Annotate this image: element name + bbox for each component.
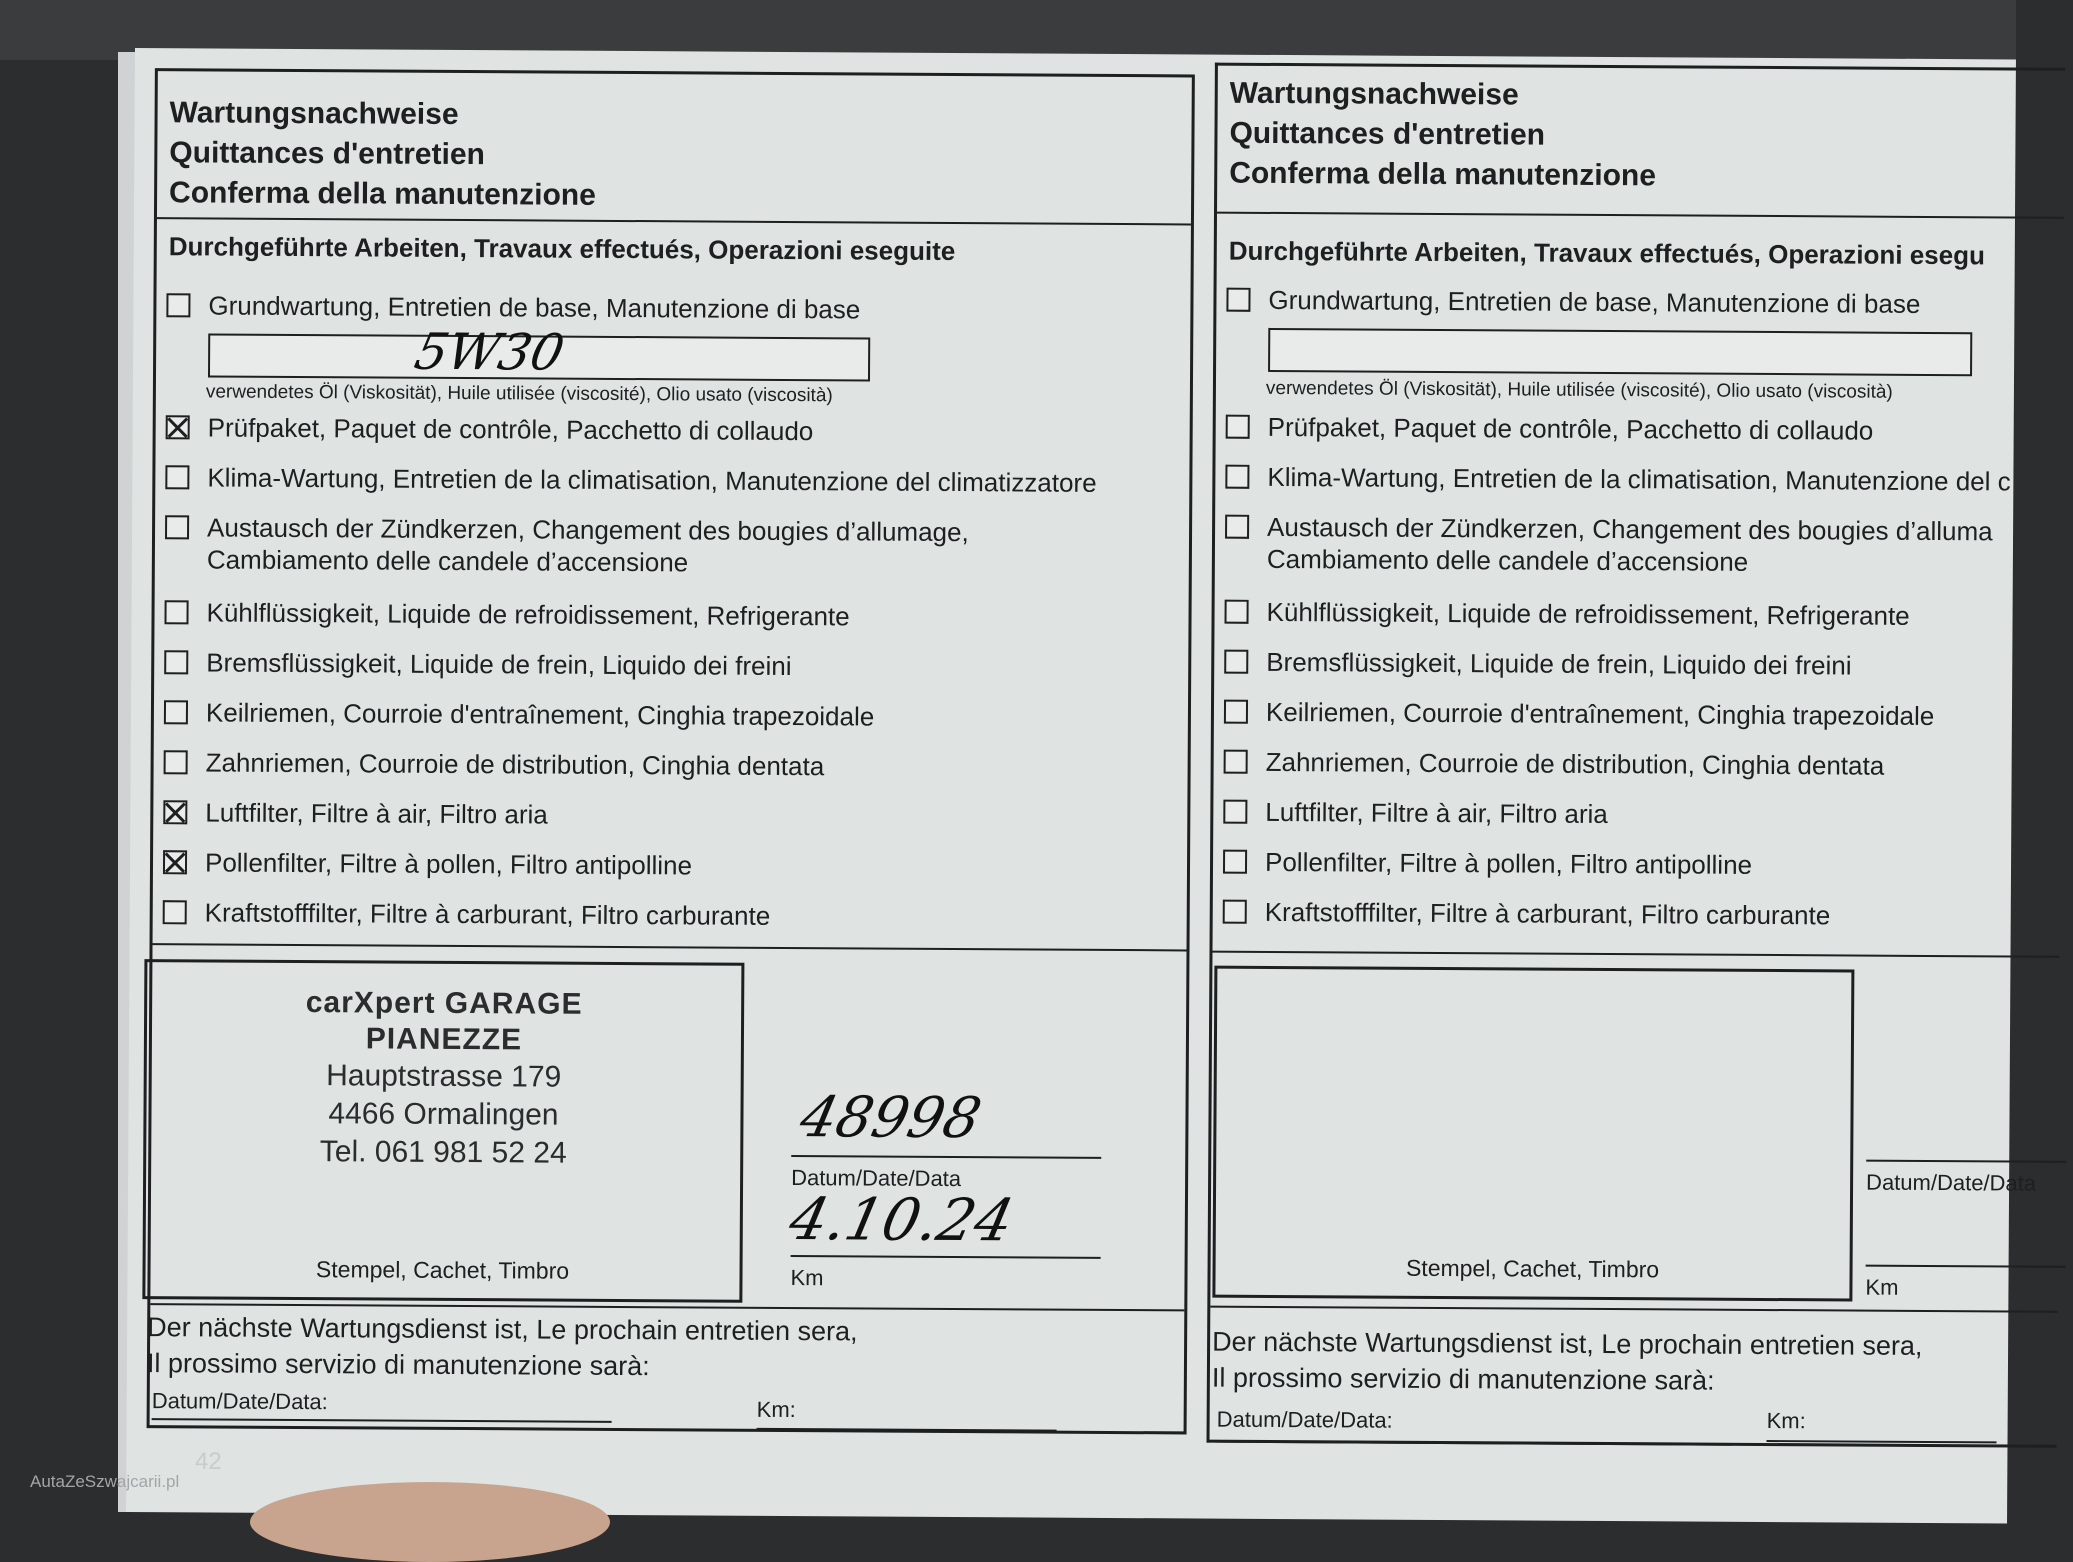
item-label xyxy=(1267,511,1993,579)
checkbox[interactable] xyxy=(1223,850,1247,874)
checklist-item-timingbelt xyxy=(1224,746,1885,782)
checklist-item-fuelfilter xyxy=(1223,896,1831,932)
item-label: Kraftstofffilter, Filtre à carburant, Filtro carburante xyxy=(204,897,771,931)
checklist-item-coolant xyxy=(164,596,849,632)
next-date-label: Datum/Date/Data: xyxy=(151,1388,328,1415)
item-label-line1: Austausch der Zündkerzen, Changement des bougies d’alluma xyxy=(1267,511,1993,547)
checklist-item-inspection xyxy=(166,411,814,447)
item-label: Pollenfilter, Filtre à pollen, Filtro antipolline xyxy=(204,847,693,881)
checkbox[interactable] xyxy=(1226,415,1250,439)
checkbox[interactable] xyxy=(163,850,187,874)
item-label: Bremsflüssigkeit, Liquide de frein, Liquido dei freini xyxy=(1266,646,1852,681)
item-label: Kühlflüssigkeit, Liquide de refroidissement, Refrigerante xyxy=(206,597,850,632)
title-de: Wartungsnachweise xyxy=(1229,76,1519,112)
checklist-item-inspection xyxy=(1226,411,1874,447)
garage-stamp xyxy=(146,984,741,1174)
item-label: Kraftstofffilter, Filtre à carburant, Filtro carburante xyxy=(1264,896,1831,931)
checklist-item-vbelt xyxy=(1224,696,1935,732)
garage-town: PIANEZZE xyxy=(365,1022,523,1057)
checkbox[interactable] xyxy=(164,700,188,724)
checklist-item-aircon xyxy=(1225,461,2010,498)
title-it: Conferma della manutenzione xyxy=(169,176,596,212)
item-label: Bremsflüssigkeit, Liquide de frein, Liquido dei freini xyxy=(206,647,792,682)
works-title: Durchgeführte Arbeiten, Travaux effectués, Operazioni esegu xyxy=(1228,235,1985,271)
checkbox[interactable] xyxy=(164,650,188,674)
checkbox[interactable] xyxy=(165,515,189,539)
checklist-item-sparkplugs xyxy=(1225,511,1993,580)
checklist-item-brakefluid xyxy=(1224,646,1852,682)
checkbox[interactable] xyxy=(163,900,187,924)
checklist-item-brakefluid xyxy=(164,646,792,682)
item-label: Luftfilter, Filtre à air, Filtro aria xyxy=(205,797,548,830)
checkbox[interactable] xyxy=(1225,515,1249,539)
item-label: Klima-Wartung, Entretien de la climatisation, Manutenzione del climatizzatore xyxy=(207,462,1097,498)
title-it: Conferma della manutenzione xyxy=(1229,156,1657,193)
garage-phone: Tel. 061 981 52 24 xyxy=(319,1135,567,1170)
next-service-line2: Il prossimo servizio di manutenzione sarà: xyxy=(1211,1362,1715,1396)
item-label: Zahnriemen, Courroie de distribution, Cinghia dentata xyxy=(205,747,825,782)
checkbox[interactable] xyxy=(1224,750,1248,774)
checklist-item-coolant xyxy=(1224,596,1909,632)
checkbox[interactable] xyxy=(165,465,189,489)
checkbox[interactable] xyxy=(164,750,188,774)
next-km-label: Km: xyxy=(756,1396,796,1423)
title-de: Wartungsnachweise xyxy=(169,96,459,131)
checkbox[interactable] xyxy=(1225,600,1249,624)
date-handwritten: 48998 xyxy=(794,1085,987,1152)
km-line[interactable] xyxy=(791,1255,1101,1259)
next-km-label: Km: xyxy=(1766,1407,1806,1434)
item-label: Kühlflüssigkeit, Liquide de refroidissement, Refrigerante xyxy=(1266,596,1910,631)
item-label: Grundwartung, Entretien de base, Manutenzione di base xyxy=(1268,284,1921,319)
item-label: Luftfilter, Filtre à air, Filtro aria xyxy=(1265,796,1608,830)
next-service-line2: Il prossimo servizio di manutenzione sarà: xyxy=(146,1348,650,1382)
section-divider xyxy=(1212,951,2059,958)
checklist-item-pollenfilter xyxy=(1223,846,1752,881)
checklist-item-timingbelt xyxy=(164,746,825,782)
km-handwritten: 4.10.24 xyxy=(783,1185,1020,1255)
stamp-caption: Stempel, Cachet, Timbro xyxy=(1405,1254,1660,1283)
checklist-item-sparkplugs xyxy=(165,511,969,580)
checkbox[interactable] xyxy=(1225,465,1249,489)
item-label: Zahnriemen, Courroie de distribution, Cinghia dentata xyxy=(1265,746,1885,781)
section-divider xyxy=(1210,1306,2057,1313)
garage-city: 4466 Ormalingen xyxy=(328,1097,559,1132)
checkbox[interactable] xyxy=(1223,800,1247,824)
oil-caption: verwendetes Öl (Viskosität), Huile utilisée (viscosité), Olio usato (viscosità) xyxy=(205,381,833,407)
maintenance-card-right xyxy=(1207,63,2065,1448)
next-date-label: Datum/Date/Data: xyxy=(1216,1406,1393,1433)
checkbox[interactable] xyxy=(1226,288,1250,312)
km-line[interactable] xyxy=(1866,1265,2066,1268)
section-divider xyxy=(153,943,1187,951)
checkbox[interactable] xyxy=(1224,700,1248,724)
card-header xyxy=(1217,66,2065,219)
checkbox[interactable] xyxy=(1224,650,1248,674)
item-label-line1: Austausch der Zündkerzen, Changement des bougies d’allumage, xyxy=(206,512,969,548)
checklist-item-fuelfilter xyxy=(163,896,771,932)
item-label xyxy=(207,511,969,580)
checkbox[interactable] xyxy=(166,415,190,439)
item-label: Klima-Wartung, Entretien de la climatisation, Manutenzione del c xyxy=(1267,461,2011,497)
title-fr: Quittances d'entretien xyxy=(1229,116,1546,152)
stamp-caption: Stempel, Cachet, Timbro xyxy=(315,1256,570,1284)
card-header xyxy=(157,71,1192,225)
checklist-item-vbelt xyxy=(164,696,875,732)
stamp-area xyxy=(1212,966,1854,1302)
oil-viscosity-field[interactable] xyxy=(1268,328,1972,376)
garage-name: carXpert GARAGE xyxy=(305,986,583,1021)
checklist-item-basic xyxy=(1226,284,1920,320)
km-label: Km xyxy=(790,1265,824,1291)
title-fr: Quittances d'entretien xyxy=(169,136,485,172)
item-label: Keilriemen, Courroie d'entraînement, Cinghia trapezoidale xyxy=(205,697,875,732)
item-label: Keilriemen, Courroie d'entraînement, Cinghia trapezoidale xyxy=(1265,696,1935,732)
date-label: Datum/Date/Data xyxy=(791,1165,962,1192)
checkbox[interactable] xyxy=(163,800,187,824)
oil-viscosity-handwritten: 5W30 xyxy=(409,322,570,382)
date-label: Datum/Date/Data xyxy=(1866,1169,2037,1196)
oil-caption: verwendetes Öl (Viskosität), Huile utilisée (viscosité), Olio usato (viscosità) xyxy=(1265,377,1893,403)
booklet-page xyxy=(126,48,2037,1523)
item-label: Grundwartung, Entretien de base, Manutenzione di base xyxy=(208,290,861,325)
next-service-line1: Der nächste Wartungsdienst ist, Le prochain entretien sera, xyxy=(147,1312,858,1347)
item-label-line2: Cambiamento delle candele d’accensione xyxy=(1266,543,1749,577)
thumb xyxy=(250,1482,610,1562)
page-number: 42 xyxy=(195,1448,222,1475)
maintenance-card-left xyxy=(147,68,1195,1434)
garage-street: Hauptstrasse 179 xyxy=(326,1059,562,1094)
checklist-item-airfilter xyxy=(1223,796,1608,830)
checkbox[interactable] xyxy=(164,600,188,624)
checkbox[interactable] xyxy=(1223,900,1247,924)
item-label-line2: Cambiamento delle candele d’accensione xyxy=(206,544,689,578)
checklist-item-pollenfilter xyxy=(163,846,692,881)
item-label: Pollenfilter, Filtre à pollen, Filtro antipolline xyxy=(1264,846,1753,880)
date-line[interactable] xyxy=(1866,1160,2066,1163)
checklist-item-aircon xyxy=(165,461,1096,499)
next-service-line1: Der nächste Wartungsdienst ist, Le prochain entretien sera, xyxy=(1212,1326,1923,1361)
watermark: AutaZeSzwajcarii.pl xyxy=(30,1472,180,1491)
item-label: Prüfpaket, Paquet de contrôle, Pacchetto di collaudo xyxy=(207,412,814,447)
works-title: Durchgeführte Arbeiten, Travaux effectués, Operazioni eseguite xyxy=(168,231,956,267)
checkbox[interactable] xyxy=(166,293,190,317)
checklist-item-basic xyxy=(166,289,860,325)
stamp-area xyxy=(142,959,744,1303)
checklist-item-airfilter xyxy=(163,796,548,830)
km-label: Km xyxy=(1865,1274,1899,1300)
item-label: Prüfpaket, Paquet de contrôle, Pacchetto di collaudo xyxy=(1267,411,1874,446)
date-line[interactable] xyxy=(791,1155,1101,1159)
